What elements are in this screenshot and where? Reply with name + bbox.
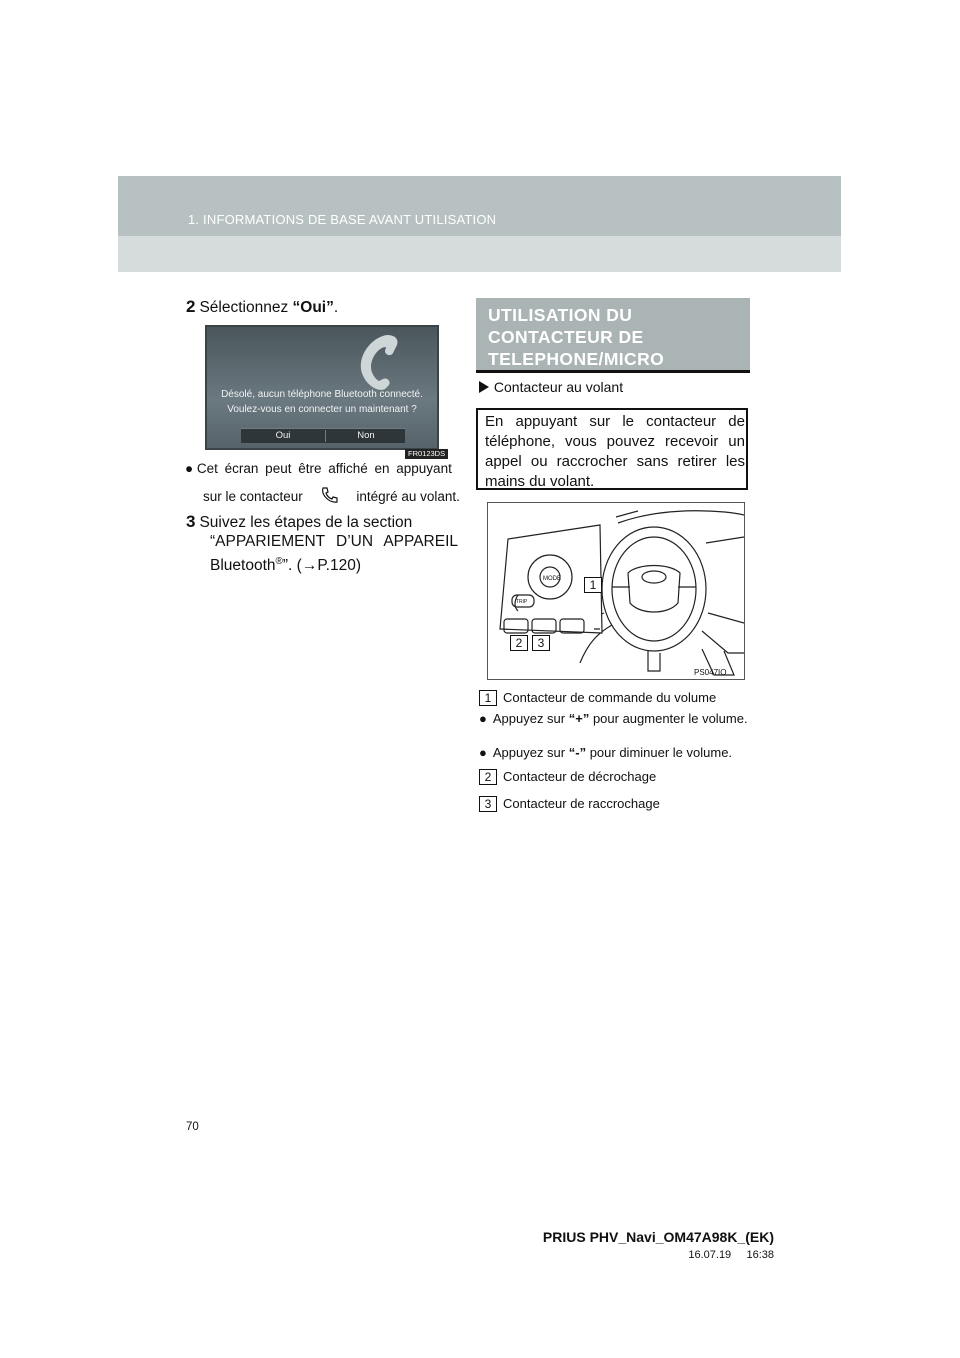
bullet-text-line2: sur le contacteur intégré au volant.	[203, 489, 460, 504]
subheading: Contacteur au volant	[478, 379, 623, 395]
document-timestamp: 16.07.19 16:38	[688, 1249, 774, 1261]
triangle-bullet-icon	[478, 381, 490, 393]
no-button[interactable]: Non	[325, 430, 406, 442]
callout-2: 2	[510, 635, 528, 651]
figure-id: FR0123DS	[405, 449, 448, 459]
info-note-text: En appuyant sur le contacteur de téléphone, vous pouvez recevoir un appel ou raccrocher sans retirer les mains du volant.	[485, 413, 745, 490]
item-2-label: Contacteur de décrochage	[503, 769, 657, 784]
mode-label: MODE	[543, 576, 561, 582]
phone-switch-icon	[319, 487, 341, 503]
yes-button[interactable]: Oui	[275, 430, 291, 441]
screen-message-line1: Désolé, aucun téléphone Bluetooth connecté.	[221, 389, 423, 400]
item-3-label: Contacteur de raccrochage	[503, 796, 660, 811]
callout-1: 1	[584, 577, 602, 593]
document-model-code: PRIUS PHV_Navi_OM47A98K_(EK)	[542, 1229, 774, 1245]
page-number: 70	[186, 1121, 199, 1133]
steering-wheel-illustration	[487, 502, 745, 680]
step-number: 2	[186, 297, 196, 316]
phone-handset-icon	[357, 333, 401, 391]
item-number-1: 1	[479, 690, 497, 706]
steering-wheel-drawing	[488, 503, 744, 679]
callout-3: 3	[532, 635, 550, 651]
item-number-2: 2	[479, 769, 497, 785]
trip-label: TRIP	[516, 599, 528, 605]
step-3: 3 Suivez les étapes de la section	[186, 512, 413, 531]
section-title-line3: TELEPHONE/MICRO	[488, 349, 665, 369]
bullet-volume-down: ● Appuyez sur “-” pour diminuer le volume.	[479, 745, 733, 760]
navigation-screen-image	[205, 325, 439, 450]
step-3-line2: “APPARIEMENT D’UN APPAREIL	[210, 533, 458, 550]
section-title-line1: UTILISATION DU	[488, 305, 633, 325]
item-number-3: 3	[479, 796, 497, 812]
screen-message-line2: Voulez-vous en connecter un maintenant ?	[227, 404, 417, 415]
illustration-figure-id: PS047IO	[694, 668, 727, 677]
info-note-box	[476, 408, 748, 490]
bullet-text-line1: ● Cet écran peut être affiché en appuyant	[185, 461, 452, 476]
section-breadcrumb: 1. INFORMATIONS DE BASE AVANT UTILISATION	[188, 212, 497, 227]
section-heading-box	[476, 298, 750, 373]
bullet-volume-up: ● Appuyez sur “+” pour augmenter le volume.	[479, 711, 748, 726]
step-2: 2 Sélectionnez “Oui”.	[186, 297, 339, 316]
header-band-top	[118, 176, 841, 236]
item-1-label: Contacteur de commande du volume	[503, 690, 717, 705]
step-3-line3: Bluetooth®”. (→P.120)	[210, 556, 361, 575]
section-title-line2: CONTACTEUR DE	[488, 327, 644, 347]
